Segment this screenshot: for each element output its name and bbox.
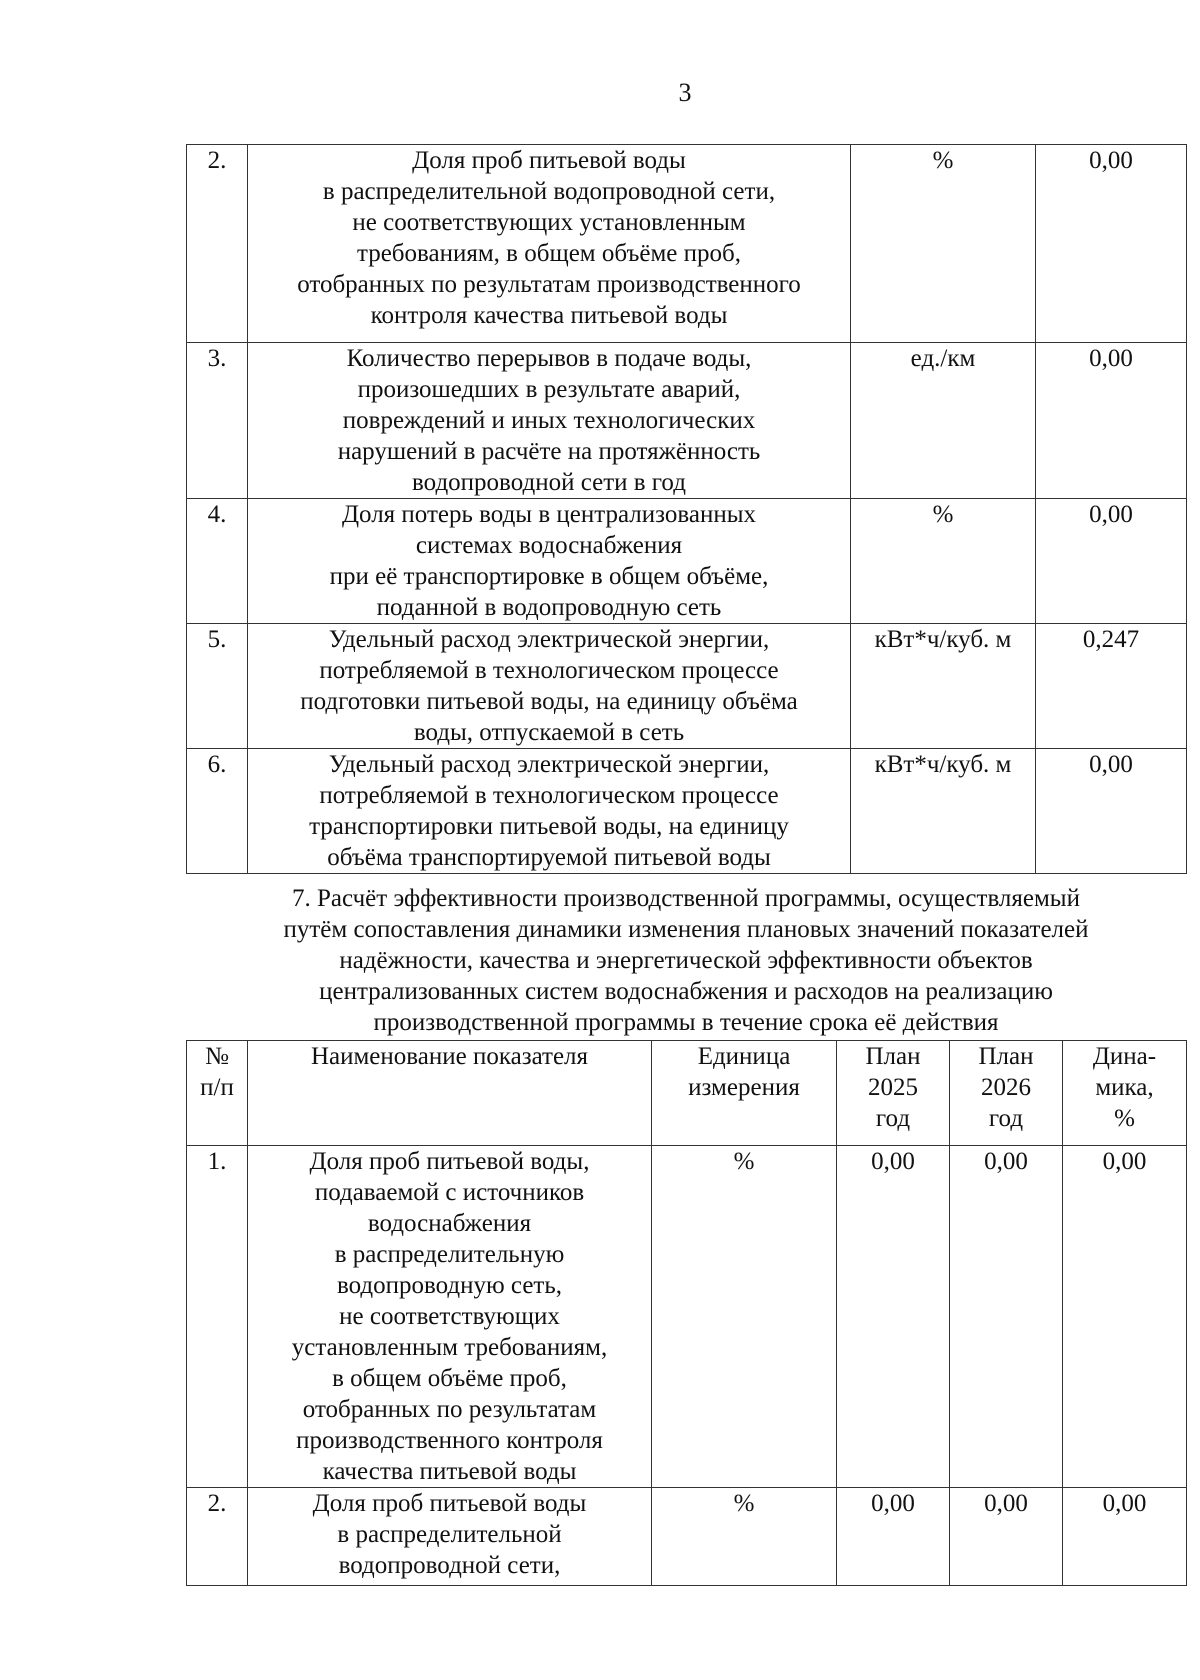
table-row	[187, 749, 1187, 874]
page-number: 3	[678, 78, 692, 107]
value-cell: 0,00	[1036, 749, 1187, 874]
indicator-name: Доля потерь воды в централизованных системах водоснабжения при её транспортировке в общем объёме, поданной в водопроводную сеть	[248, 499, 851, 624]
unit-cell: кВт*ч/куб. м	[851, 624, 1036, 749]
table-header-row	[187, 1041, 1187, 1146]
indicator-name: Количество перерывов в подаче воды, произошедших в результате аварий, повреждений и иных технологических нарушений в расчёте на протяжённость водопроводной сети в год	[248, 343, 851, 499]
unit-cell: кВт*ч/куб. м	[851, 749, 1036, 874]
plan-2025-cell: 0,00	[837, 1488, 950, 1586]
unit-cell: %	[851, 145, 1036, 343]
indicator-name: Доля проб питьевой воды в распределительной водопроводной сети,	[248, 1488, 652, 1586]
indicator-name: Удельный расход электрической энергии, потребляемой в технологическом процессе подготовки питьевой воды, на единицу объёма воды, отпускаемой в сеть	[248, 624, 851, 749]
row-number: 6.	[187, 749, 248, 874]
row-number: 5.	[187, 624, 248, 749]
section-7-heading: 7. Расчёт эффективности производственной программы, осуществляемый путём сопоставления динамики изменения плановых значений показателей надёжности, качества и энергетической эффективности объектов централизованных систем водоснабжения и расходов на реализацию производственной программы в течение срока её действия	[283, 885, 1089, 1036]
plan-2025-cell: 0,00	[837, 1146, 950, 1488]
row-number: 1.	[187, 1146, 248, 1488]
row-number: 2.	[187, 145, 248, 343]
indicator-name: Удельный расход электрической энергии, потребляемой в технологическом процессе транспортировки питьевой воды, на единицу объёма транспортируемой питьевой воды	[248, 749, 851, 874]
indicator-name: Доля проб питьевой воды, подаваемой с источников водоснабжения в распределительную водопроводную сеть, не соответствующих установленным требованиям, в общем объёме проб, отобранных по результатам производственного контроля качества питьевой воды	[248, 1146, 652, 1488]
dynamics-cell: 0,00	[1063, 1488, 1187, 1586]
row-number: 4.	[187, 499, 248, 624]
value-cell: 0,247	[1036, 624, 1187, 749]
unit-cell: %	[851, 499, 1036, 624]
table-row	[187, 343, 1187, 499]
value-cell: 0,00	[1036, 343, 1187, 499]
unit-cell: %	[652, 1146, 837, 1488]
row-number: 3.	[187, 343, 248, 499]
table-row	[187, 499, 1187, 624]
table-row	[187, 145, 1187, 343]
dynamics-cell: 0,00	[1063, 1146, 1187, 1488]
plan-2026-cell: 0,00	[950, 1488, 1063, 1586]
plan-2026-cell: 0,00	[950, 1146, 1063, 1488]
efficiency-table	[186, 1040, 1187, 1586]
value-cell: 0,00	[1036, 499, 1187, 624]
unit-cell: %	[652, 1488, 837, 1586]
indicators-table-continued	[186, 144, 1187, 874]
indicator-name: Доля проб питьевой воды в распределительной водопроводной сети, не соответствующих установленным требованиям, в общем объёме проб, отобранных по результатам производственного контроля качества питьевой воды	[248, 145, 851, 343]
table-row	[187, 624, 1187, 749]
header-name: Наименование показателя	[248, 1041, 652, 1146]
table-row	[187, 1488, 1187, 1586]
row-number: 2.	[187, 1488, 248, 1586]
unit-cell: ед./км	[851, 343, 1036, 499]
header-num: № п/п	[187, 1041, 248, 1146]
header-unit: Единица измерения	[652, 1041, 837, 1146]
header-plan-2026: План 2026 год	[950, 1041, 1063, 1146]
header-dynamics: Дина- мика, %	[1063, 1041, 1187, 1146]
value-cell: 0,00	[1036, 145, 1187, 343]
table-row	[187, 1146, 1187, 1488]
header-plan-2025: План 2025 год	[837, 1041, 950, 1146]
